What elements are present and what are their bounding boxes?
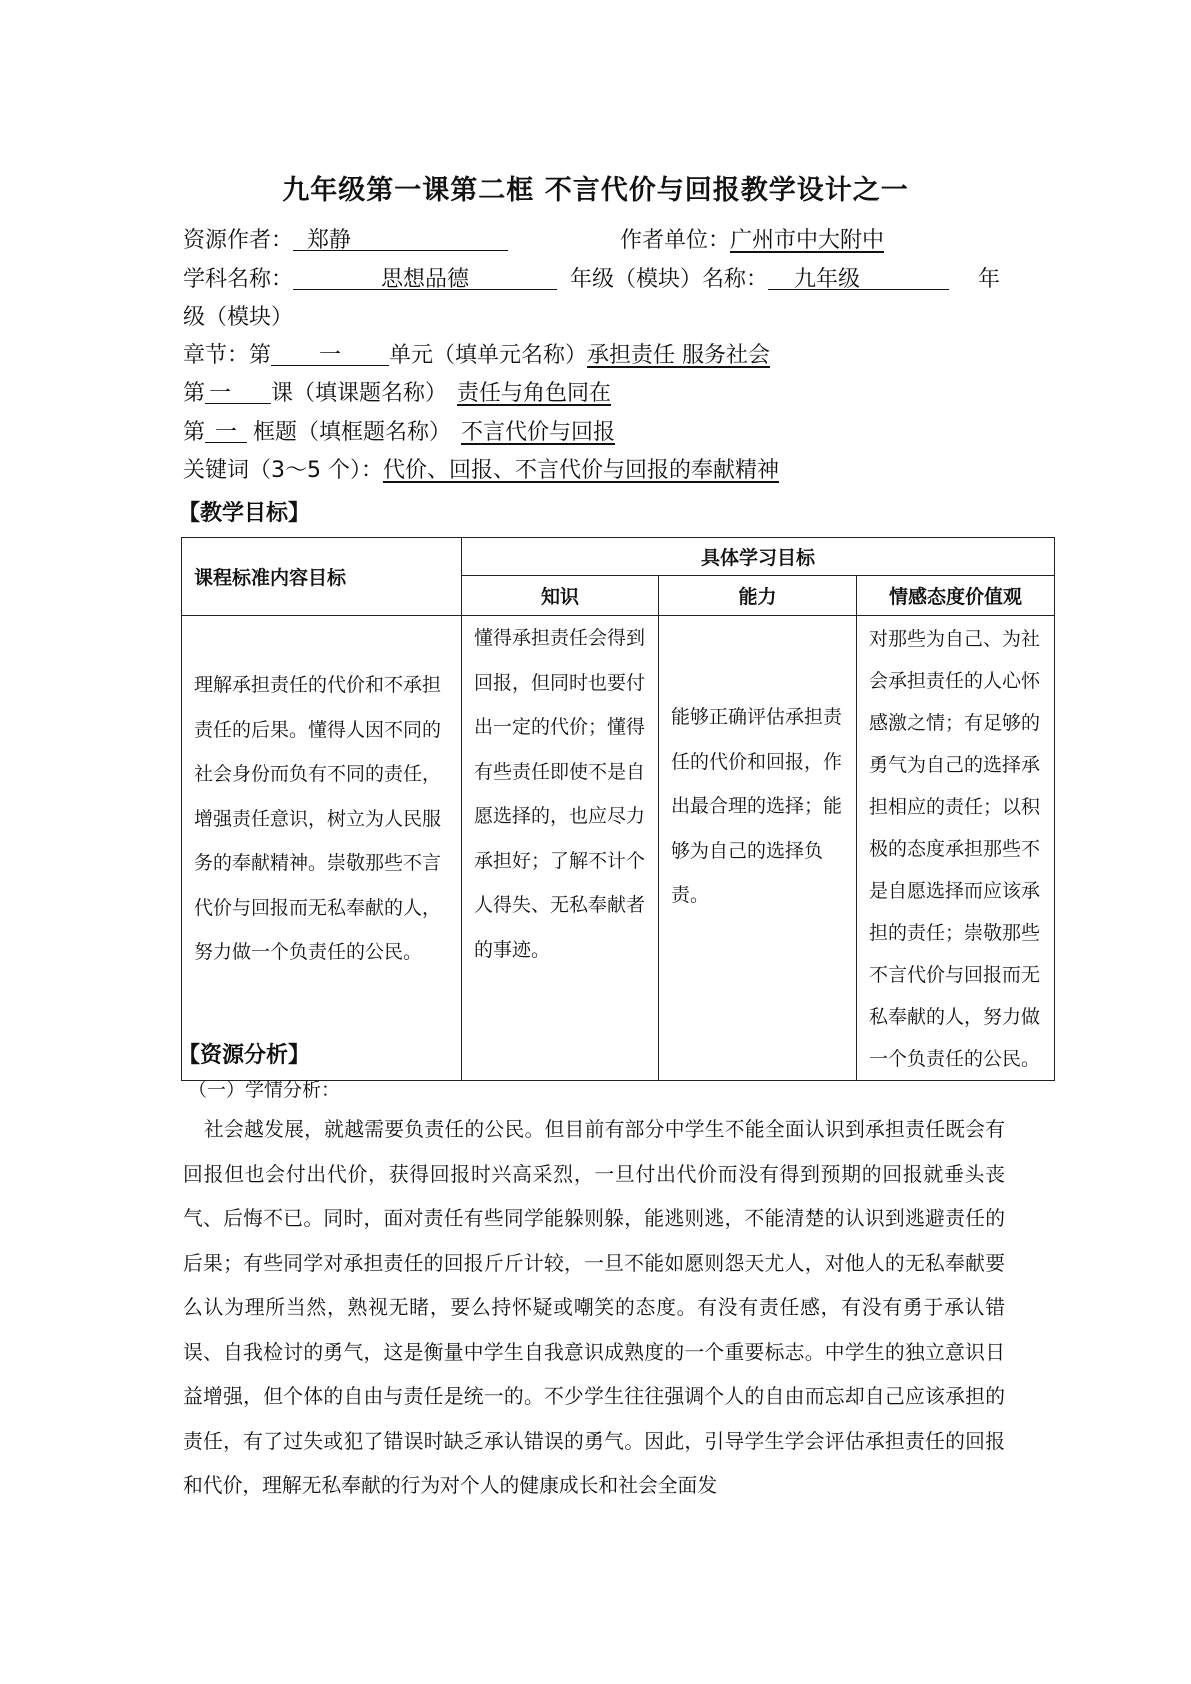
lesson-line bbox=[183, 379, 611, 409]
header-ability: 能力 bbox=[659, 576, 857, 616]
knowledge-text: 懂得承担责任会得到回报，但同时也要付出一定的代价；懂得有些责任即使不是自愿选择的，也应尽力承担好；了解不计个人得失、无私奉献者的事迹。 bbox=[474, 627, 646, 961]
unit-label: 作者单位： bbox=[620, 228, 731, 253]
document-title: 九年级第一课第二框 不言代价与回报教学设计之一 bbox=[282, 175, 909, 206]
sub-heading-student-analysis: （一）学情分析： bbox=[188, 1079, 341, 1101]
frame-name: 不言代价与回报 bbox=[461, 420, 616, 445]
emotion-text: 对那些为自己、为社会承担责任的人心怀感激之情；有足够的勇气为自己的选择承担相应的责任；以积极的态度承担那些不是自愿选择而应该承担的责任；崇敬那些不言代价与回报而无私奉献的人，努力做一个负责任的公民。 bbox=[869, 628, 1041, 1070]
author-line bbox=[183, 226, 508, 256]
cell-standard bbox=[182, 616, 462, 1081]
subject-label: 学科名称： bbox=[183, 267, 294, 292]
grade-value: 九年级 bbox=[794, 267, 861, 292]
chapter-name: 承担责任 服务社会 bbox=[587, 343, 771, 368]
cell-ability bbox=[659, 616, 857, 1081]
keywords-line bbox=[183, 456, 779, 486]
grade-wrap-tail: 年 bbox=[978, 267, 1001, 292]
ability-text: 能够正确评估承担责任的代价和回报，作出最合理的选择；能够为自己的选择负责。 bbox=[671, 706, 843, 906]
frame-line bbox=[183, 418, 615, 448]
cell-emotion bbox=[857, 616, 1055, 1081]
lesson-num: 一 bbox=[209, 381, 232, 406]
chapter-line bbox=[183, 341, 770, 371]
goals-table bbox=[181, 537, 1055, 1081]
standard-text: 理解承担责任的代价和不承担责任的后果。懂得人因不同的社会身份而负有不同的责任，增强责任意识，树立为人民服务的奉献精神。崇敬那些不言代价与回报而无私奉献的人，努力做一个负责任的公民。 bbox=[194, 674, 442, 963]
frame-suffix: 框题（填框题名称） bbox=[253, 420, 452, 445]
header-specific: 具体学习目标 bbox=[462, 538, 1055, 576]
subject-field bbox=[293, 265, 557, 290]
subject-line bbox=[183, 265, 949, 295]
grade-label: 年级（模块）名称： bbox=[570, 267, 769, 292]
lesson-suffix: 课（填课题名称） bbox=[271, 381, 448, 406]
keywords-label: 关键词（3～5 个）： bbox=[183, 458, 383, 483]
header-knowledge: 知识 bbox=[462, 576, 659, 616]
frame-num: 一 bbox=[205, 418, 247, 443]
chapter-num: 一 bbox=[271, 341, 389, 366]
grade-field bbox=[768, 265, 949, 290]
header-emotion: 情感态度价值观 bbox=[857, 576, 1055, 616]
author-value: 郑静 bbox=[307, 228, 352, 253]
lesson-field bbox=[205, 379, 271, 404]
lesson-name: 责任与角色同在 bbox=[457, 381, 612, 406]
section-heading-resources: 【资源分析】 bbox=[178, 1043, 311, 1068]
keywords-value: 代价、回报、不言代价与回报的奉献精神 bbox=[383, 458, 780, 483]
header-standard: 课程标准内容目标 bbox=[182, 538, 462, 616]
cell-knowledge bbox=[462, 616, 659, 1081]
author-label: 资源作者： bbox=[183, 228, 294, 253]
grade-wrap-line: 级（模块） bbox=[183, 305, 294, 330]
subject-value: 思想品德 bbox=[381, 267, 470, 292]
lesson-prefix: 第 bbox=[183, 381, 206, 406]
unit-value: 广州市中大附中 bbox=[730, 228, 885, 253]
unit-line bbox=[620, 226, 884, 256]
chapter-suffix: 单元（填单元名称） bbox=[389, 343, 588, 368]
author-field bbox=[293, 226, 508, 251]
chapter-prefix: 章节：第 bbox=[183, 343, 272, 368]
section-heading-goals: 【教学目标】 bbox=[178, 501, 311, 526]
frame-prefix: 第 bbox=[183, 420, 206, 445]
analysis-paragraph: 社会越发展，就越需要负责任的公民。但目前有部分中学生不能全面认识到承担责任既会有回报但也会付出代价，获得回报时兴高采烈，一旦付出代价而没有得到预期的回报就垂头丧气、后悔不已。同时，面对责任有些同学能躲则躲，能逃则逃，不能清楚的认识到逃避责任的后果；有些同学对承担责任的回报斤斤计较，一旦不能如愿则怨天尤人，对他人的无私奉献要么认为理所当然，熟视无睹，要么持怀疑或嘲笑的态度。有没有责任感，有没有勇于承认错误、自我检讨的勇气，这是衡量中学生自我意识成熟度的一个重要标志。中学生的独立意识日益增强，但个体的自由与责任是统一的。不少学生往往强调个人的自由而忘却自己应该承担的责任，有了过失或犯了错误时缺乏承认错误的勇气。因此，引导学生学会评估承担责任的回报和代价，理解无私奉献的行为对个人的健康成长和社会全面发 bbox=[183, 1118, 1005, 1497]
